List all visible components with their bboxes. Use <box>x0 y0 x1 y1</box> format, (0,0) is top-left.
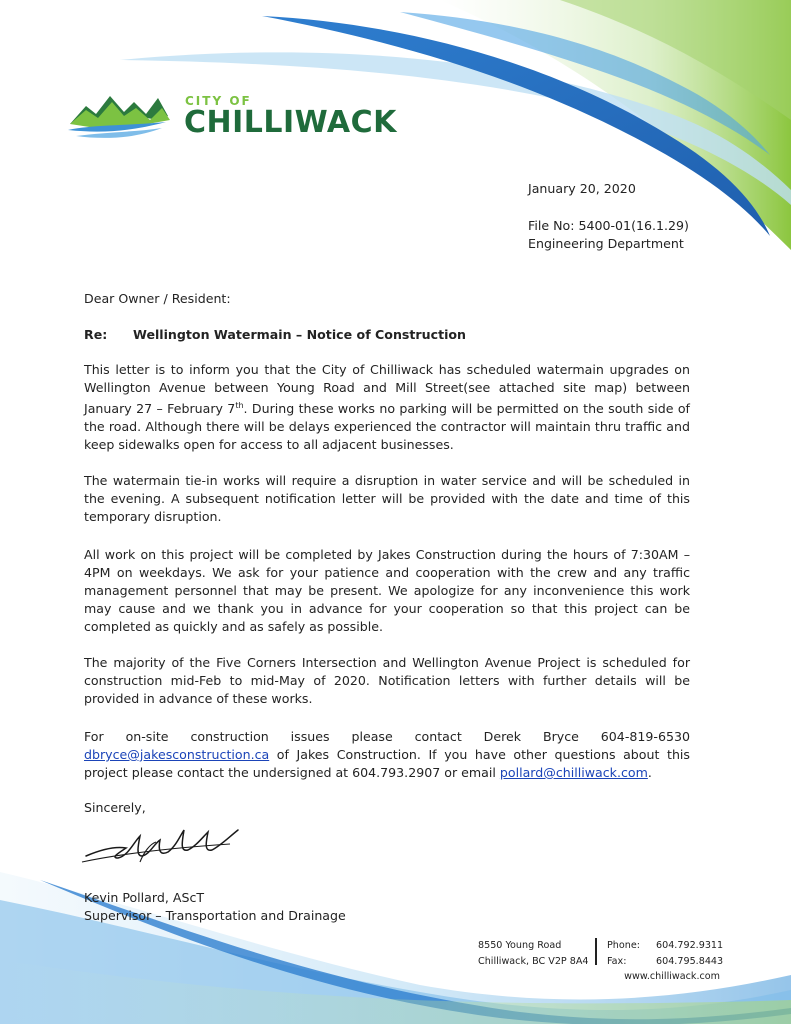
footer-fax-label: Fax: <box>607 956 627 967</box>
footer-fax-number: 604.795.8443 <box>656 956 724 967</box>
letter-date: January 20, 2020 <box>528 181 636 196</box>
contractor-email-link[interactable]: dbryce@jakesconstruction.ca <box>84 747 270 762</box>
footer-divider <box>595 938 597 965</box>
city-email-link[interactable]: pollard@chilliwack.com <box>499 765 648 780</box>
footer-website: www.chilliwack.com <box>624 971 720 982</box>
paragraph-4: The majority of the Five Corners Intersection and Wellington Avenue Project is scheduled for construction mid-Feb to mid-May of 2020. Notification letters with further details will be provided in advance of these works. <box>84 655 690 706</box>
handwritten-signature <box>80 822 250 872</box>
logo-city-of-text: CITY OF <box>185 94 252 108</box>
paragraph-5 <box>84 728 690 782</box>
footer-phone-label: Phone: <box>607 940 640 951</box>
re-label: Re: <box>84 327 108 342</box>
logo-wordmark: CHILLIWACK <box>184 105 397 140</box>
paragraph-1-text-a: This letter is to inform you that the City of Chilliwack has scheduled watermain upgrades on Wellington Avenue between Young Road and Mill Street(see attached site map) between January 27 – February 7 <box>84 362 690 417</box>
closing: Sincerely, <box>84 800 146 815</box>
paragraph-1 <box>84 361 690 454</box>
paragraph-5-text-c: . <box>647 765 652 780</box>
department-name: Engineering Department <box>528 236 684 251</box>
paragraph-2: The watermain tie-in works will require a disruption in water service and will be scheduled in the evening. A subsequent notification letter will be provided with the date and time of this temporary disruption. <box>84 473 690 524</box>
ordinal-suffix: th <box>235 401 244 410</box>
subject-line: Wellington Watermain – Notice of Construction <box>133 327 467 342</box>
paragraph-5-text-b: of Jakes Construction. If you have other questions about this project please contact the undersigned at 604.793.2907 or email <box>84 747 690 780</box>
paragraph-5-text-a: For on-site construction issues please contact Derek Bryce 604-819-6530 <box>84 729 690 744</box>
signer-title: Supervisor – Transportation and Drainage <box>84 908 346 923</box>
footer-address-line-1: 8550 Young Road <box>478 940 562 951</box>
signer-name: Kevin Pollard, AScT <box>84 890 205 905</box>
city-logo <box>66 86 411 146</box>
footer-phone-number: 604.792.9311 <box>656 940 724 951</box>
paragraph-1-text-b: . During these works no parking will be permitted on the south side of the road. Although there will be delays experienced the contractor will maintain thru traffic and keep sidewalks open for access to all adjacent businesses. <box>84 401 690 453</box>
salutation: Dear Owner / Resident: <box>84 291 231 306</box>
footer-address-line-2: Chilliwack, BC V2P 8A4 <box>478 956 589 967</box>
file-number: File No: 5400-01(16.1.29) <box>528 218 689 233</box>
paragraph-3: All work on this project will be completed by Jakes Construction during the hours of 7:30AM – 4PM on weekdays. We ask for your patience and cooperation with the crew and any traffic management personnel that may be present. We apologize for any inconvenience this work may cause and we thank you in advance for your cooperation so that this project can be completed as quickly and as safely as possible. <box>84 547 690 634</box>
mountain-river-logo-icon <box>66 86 178 146</box>
